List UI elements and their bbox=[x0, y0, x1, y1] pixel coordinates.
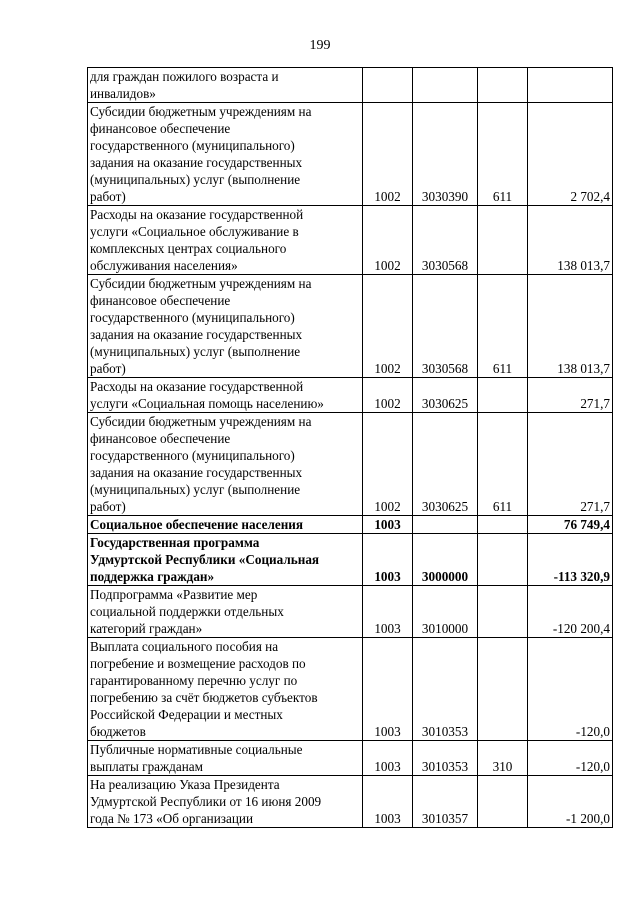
row-target-code bbox=[413, 516, 478, 534]
row-section-code: 1002 bbox=[363, 275, 413, 378]
row-target-code: 3030568 bbox=[413, 275, 478, 378]
row-section-code: 1003 bbox=[363, 638, 413, 741]
row-amount: -1 200,0 bbox=[528, 776, 613, 828]
table-row bbox=[88, 413, 613, 516]
row-description: Социальное обеспечение населения bbox=[88, 516, 363, 534]
row-target-code: 3010000 bbox=[413, 586, 478, 638]
table-row bbox=[88, 275, 613, 378]
row-target-code: 3010353 bbox=[413, 638, 478, 741]
row-description: Субсидии бюджетным учреждениям на финансовое обеспечение государственного (муниципального) задания на оказание государственных (муниципальных) услуг (выполнение работ) bbox=[88, 275, 363, 378]
table-row bbox=[88, 638, 613, 741]
row-expense-type bbox=[478, 586, 528, 638]
row-expense-type bbox=[478, 68, 528, 103]
row-target-code bbox=[413, 68, 478, 103]
table-row bbox=[88, 776, 613, 828]
row-section-code bbox=[363, 68, 413, 103]
row-section-code: 1003 bbox=[363, 516, 413, 534]
row-section-code: 1002 bbox=[363, 206, 413, 275]
row-target-code: 3030625 bbox=[413, 413, 478, 516]
row-description: Субсидии бюджетным учреждениям на финансовое обеспечение государственного (муниципального) задания на оказание государственных (муниципальных) услуг (выполнение работ) bbox=[88, 103, 363, 206]
table-row bbox=[88, 586, 613, 638]
row-expense-type: 611 bbox=[478, 275, 528, 378]
row-expense-type bbox=[478, 206, 528, 275]
row-description: На реализацию Указа Президента Удмуртской Республики от 16 июня 2009 года № 173 «Об организации bbox=[88, 776, 363, 828]
row-description: Государственная программа Удмуртской Республики «Социальная поддержка граждан» bbox=[88, 534, 363, 586]
row-expense-type: 310 bbox=[478, 741, 528, 776]
row-amount: 138 013,7 bbox=[528, 275, 613, 378]
row-section-code: 1002 bbox=[363, 103, 413, 206]
table-row bbox=[88, 378, 613, 413]
row-amount: -113 320,9 bbox=[528, 534, 613, 586]
row-amount: 2 702,4 bbox=[528, 103, 613, 206]
row-description: Публичные нормативные социальные выплаты гражданам bbox=[88, 741, 363, 776]
row-description: Расходы на оказание государственной услуги «Социальная помощь населению» bbox=[88, 378, 363, 413]
row-expense-type bbox=[478, 516, 528, 534]
row-target-code: 3010357 bbox=[413, 776, 478, 828]
budget-table-body bbox=[88, 68, 613, 828]
row-amount: -120 200,4 bbox=[528, 586, 613, 638]
row-section-code: 1002 bbox=[363, 413, 413, 516]
table-row bbox=[88, 206, 613, 275]
row-target-code: 3030625 bbox=[413, 378, 478, 413]
row-description: Подпрограмма «Развитие мер социальной поддержки отдельных категорий граждан» bbox=[88, 586, 363, 638]
row-target-code: 3010353 bbox=[413, 741, 478, 776]
row-target-code: 3000000 bbox=[413, 534, 478, 586]
row-target-code: 3030390 bbox=[413, 103, 478, 206]
row-expense-type bbox=[478, 378, 528, 413]
row-section-code: 1003 bbox=[363, 534, 413, 586]
row-amount: -120,0 bbox=[528, 638, 613, 741]
table-row bbox=[88, 68, 613, 103]
row-expense-type bbox=[478, 638, 528, 741]
row-amount: 271,7 bbox=[528, 378, 613, 413]
row-amount bbox=[528, 68, 613, 103]
page-number: 199 bbox=[309, 38, 331, 53]
budget-table bbox=[87, 67, 613, 828]
row-amount: 271,7 bbox=[528, 413, 613, 516]
row-description: Выплата социального пособия на погребение и возмещение расходов по гарантированному перечню услуг по погребению за счёт бюджетов субъектов Российской Федерации и местных бюджетов bbox=[88, 638, 363, 741]
row-section-code: 1003 bbox=[363, 741, 413, 776]
table-row bbox=[88, 516, 613, 534]
row-amount: -120,0 bbox=[528, 741, 613, 776]
row-description: Расходы на оказание государственной услуги «Социальное обслуживание в комплексных центрах социального обслуживания населения» bbox=[88, 206, 363, 275]
table-row bbox=[88, 534, 613, 586]
row-section-code: 1003 bbox=[363, 776, 413, 828]
row-expense-type: 611 bbox=[478, 103, 528, 206]
table-row bbox=[88, 741, 613, 776]
row-description: Субсидии бюджетным учреждениям на финансовое обеспечение государственного (муниципального) задания на оказание государственных (муниципальных) услуг (выполнение работ) bbox=[88, 413, 363, 516]
row-expense-type bbox=[478, 776, 528, 828]
row-section-code: 1002 bbox=[363, 378, 413, 413]
row-amount: 138 013,7 bbox=[528, 206, 613, 275]
table-row bbox=[88, 103, 613, 206]
row-amount: 76 749,4 bbox=[528, 516, 613, 534]
row-description: для граждан пожилого возраста и инвалидов» bbox=[88, 68, 363, 103]
row-expense-type: 611 bbox=[478, 413, 528, 516]
row-section-code: 1003 bbox=[363, 586, 413, 638]
row-target-code: 3030568 bbox=[413, 206, 478, 275]
row-expense-type bbox=[478, 534, 528, 586]
